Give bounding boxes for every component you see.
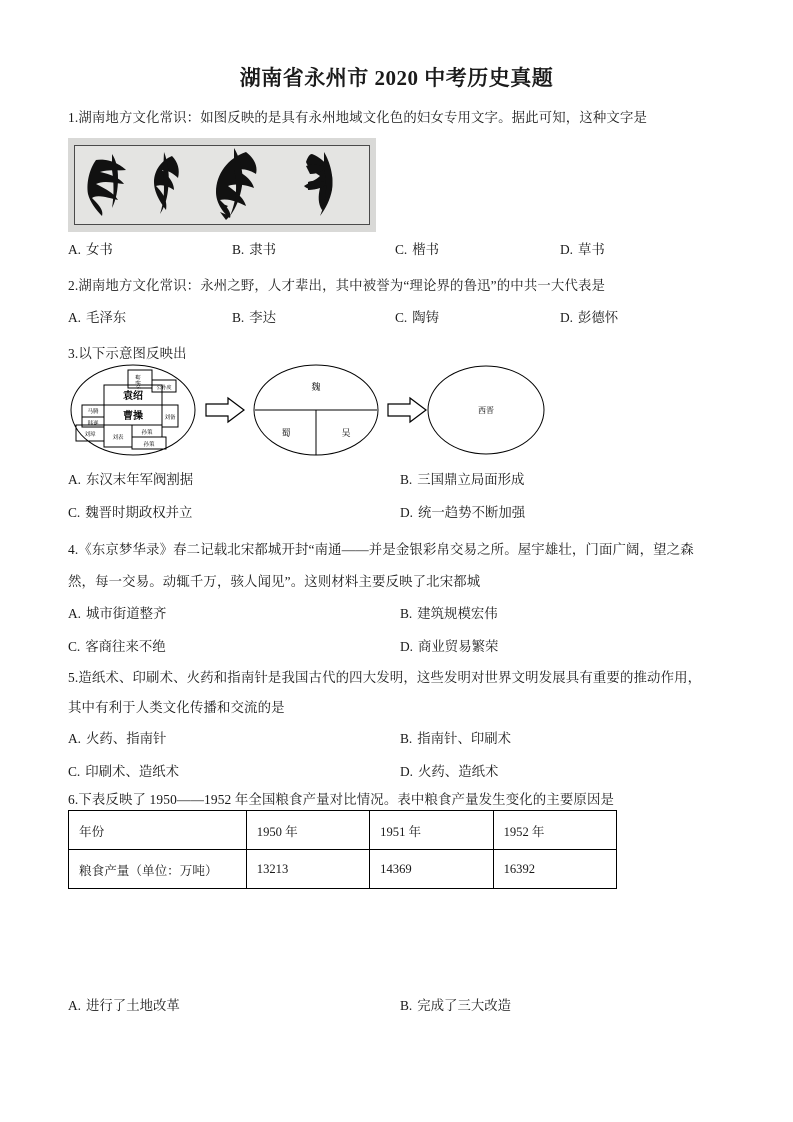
option-3-c[interactable]: C. 魏晋时期政权并立 bbox=[68, 505, 193, 520]
option-5-d[interactable]: D. 火药、造纸术 bbox=[400, 764, 499, 779]
question-4-options-row1 bbox=[68, 604, 748, 624]
question-3-options-row2 bbox=[68, 503, 748, 523]
svg-text:袁绍: 袁绍 bbox=[123, 391, 143, 402]
question-6-stem: 6.下表反映了 1950——1952 年全国粮食产量对比情况。表中粮食产量发生变化的主要原因是 bbox=[68, 792, 615, 807]
option-2-b[interactable]: B. 李达 bbox=[232, 310, 277, 325]
arrow-right-icon bbox=[206, 398, 244, 422]
question-4-options-row2 bbox=[68, 637, 748, 657]
question-5-options-row1 bbox=[68, 729, 748, 749]
option-4-d[interactable]: D. 商业贸易繁荣 bbox=[400, 639, 499, 654]
option-5-b[interactable]: B. 指南针、印刷术 bbox=[400, 731, 512, 746]
option-4-a[interactable]: A. 城市街道整齐 bbox=[68, 606, 167, 621]
option-3-d[interactable]: D. 统一趋势不断加强 bbox=[400, 505, 526, 520]
option-5-c[interactable]: C. 印刷术、造纸术 bbox=[68, 764, 180, 779]
option-4-b[interactable]: B. 建筑规模宏伟 bbox=[400, 606, 498, 621]
table-cell-year-1950: 1950 年 bbox=[246, 811, 369, 850]
option-1-c[interactable]: C. 楷书 bbox=[395, 242, 440, 257]
svg-text:西晋: 西晋 bbox=[478, 406, 494, 415]
question-5-stem-line1: 5.造纸术、印刷术、火药和指南针是我国古代的四大发明，这些发明对世界文明发展具有重要的推动作用， bbox=[68, 670, 702, 685]
svg-text:孙策: 孙策 bbox=[143, 442, 155, 448]
table-cell-output-1951: 14369 bbox=[370, 850, 493, 889]
three-kingdoms-diagram bbox=[68, 360, 548, 460]
option-1-a[interactable]: A. 女书 bbox=[68, 242, 113, 257]
table-cell-output-1950: 13213 bbox=[246, 850, 369, 889]
question-6-options-row1 bbox=[68, 996, 748, 1016]
three-kingdoms-svg bbox=[68, 360, 548, 460]
nushu-script-image bbox=[68, 138, 376, 232]
table-row bbox=[69, 811, 617, 850]
svg-text:曹操: 曹操 bbox=[123, 411, 143, 422]
svg-text:马腾: 马腾 bbox=[87, 409, 99, 415]
svg-text:孙策: 孙策 bbox=[141, 430, 153, 436]
question-1-stem: 1.湖南地方文化常识：如图反映的是具有永州地域文化色的妇女专用文字。据此可知，这种文字是 bbox=[68, 110, 648, 125]
option-6-b[interactable]: B. 完成了三大改造 bbox=[400, 998, 512, 1013]
question-1-options bbox=[68, 240, 748, 260]
option-6-a[interactable]: A. 进行了土地改革 bbox=[68, 998, 180, 1013]
question-2-stem: 2.湖南地方文化常识：永州之野，人才辈出，其中被誉为“理论界的鲁迅”的中共一大代表是 bbox=[68, 278, 606, 293]
svg-text:刘璋: 刘璋 bbox=[84, 432, 96, 438]
option-1-d[interactable]: D. 草书 bbox=[560, 242, 605, 257]
option-3-b[interactable]: B. 三国鼎立局面形成 bbox=[400, 472, 525, 487]
table-cell-year-header: 年份 bbox=[69, 811, 247, 850]
svg-text:公孙瓒: 公孙瓒 bbox=[137, 374, 142, 390]
table-cell-output-1952: 16392 bbox=[493, 850, 616, 889]
question-4-stem-line1: 4.《东京梦华录》春二记载北宋都城开封“南通——并是金银彩帛交易之所。屋宇雄壮，门面广阔，望之森 bbox=[68, 542, 694, 557]
option-5-a[interactable]: A. 火药、指南针 bbox=[68, 731, 167, 746]
option-2-a[interactable]: A. 毛泽东 bbox=[68, 310, 127, 325]
table-cell-year-1952: 1952 年 bbox=[493, 811, 616, 850]
option-2-c[interactable]: C. 陶铸 bbox=[395, 310, 440, 325]
table-cell-output-header: 粮食产量（单位：万吨） bbox=[69, 850, 247, 889]
svg-text:蜀: 蜀 bbox=[281, 428, 291, 438]
arrow-right-icon-2 bbox=[388, 398, 426, 422]
svg-text:公孙度: 公孙度 bbox=[156, 386, 172, 391]
page-title: 湖南省永州市 2020 中考历史真题 bbox=[239, 66, 554, 90]
svg-text:韩遂: 韩遂 bbox=[87, 421, 99, 427]
svg-text:吴: 吴 bbox=[341, 428, 351, 438]
option-4-c[interactable]: C. 客商往来不绝 bbox=[68, 639, 166, 654]
svg-text:魏: 魏 bbox=[311, 382, 321, 392]
grain-output-table bbox=[68, 810, 617, 889]
question-3-options-row1 bbox=[68, 470, 748, 490]
option-1-b[interactable]: B. 隶书 bbox=[232, 242, 277, 257]
option-3-a[interactable]: A. 东汉末年军阀割据 bbox=[68, 472, 194, 487]
question-3-stem: 3.以下示意图反映出 bbox=[68, 346, 187, 361]
nushu-characters bbox=[68, 138, 376, 232]
question-5-stem-line2: 其中有利于人类文化传播和交流的是 bbox=[68, 700, 285, 715]
table-cell-year-1951: 1951 年 bbox=[370, 811, 493, 850]
svg-text:刘备: 刘备 bbox=[164, 415, 176, 421]
question-5-options-row2 bbox=[68, 762, 748, 782]
question-4-stem-line2: 然，每一交易。动辄千万，骇人闻见”。这则材料主要反映了北宋都城 bbox=[68, 574, 481, 589]
question-2-options bbox=[68, 308, 748, 328]
svg-text:刘表: 刘表 bbox=[112, 435, 124, 441]
table-row bbox=[69, 850, 617, 889]
option-2-d[interactable]: D. 彭德怀 bbox=[560, 310, 619, 325]
